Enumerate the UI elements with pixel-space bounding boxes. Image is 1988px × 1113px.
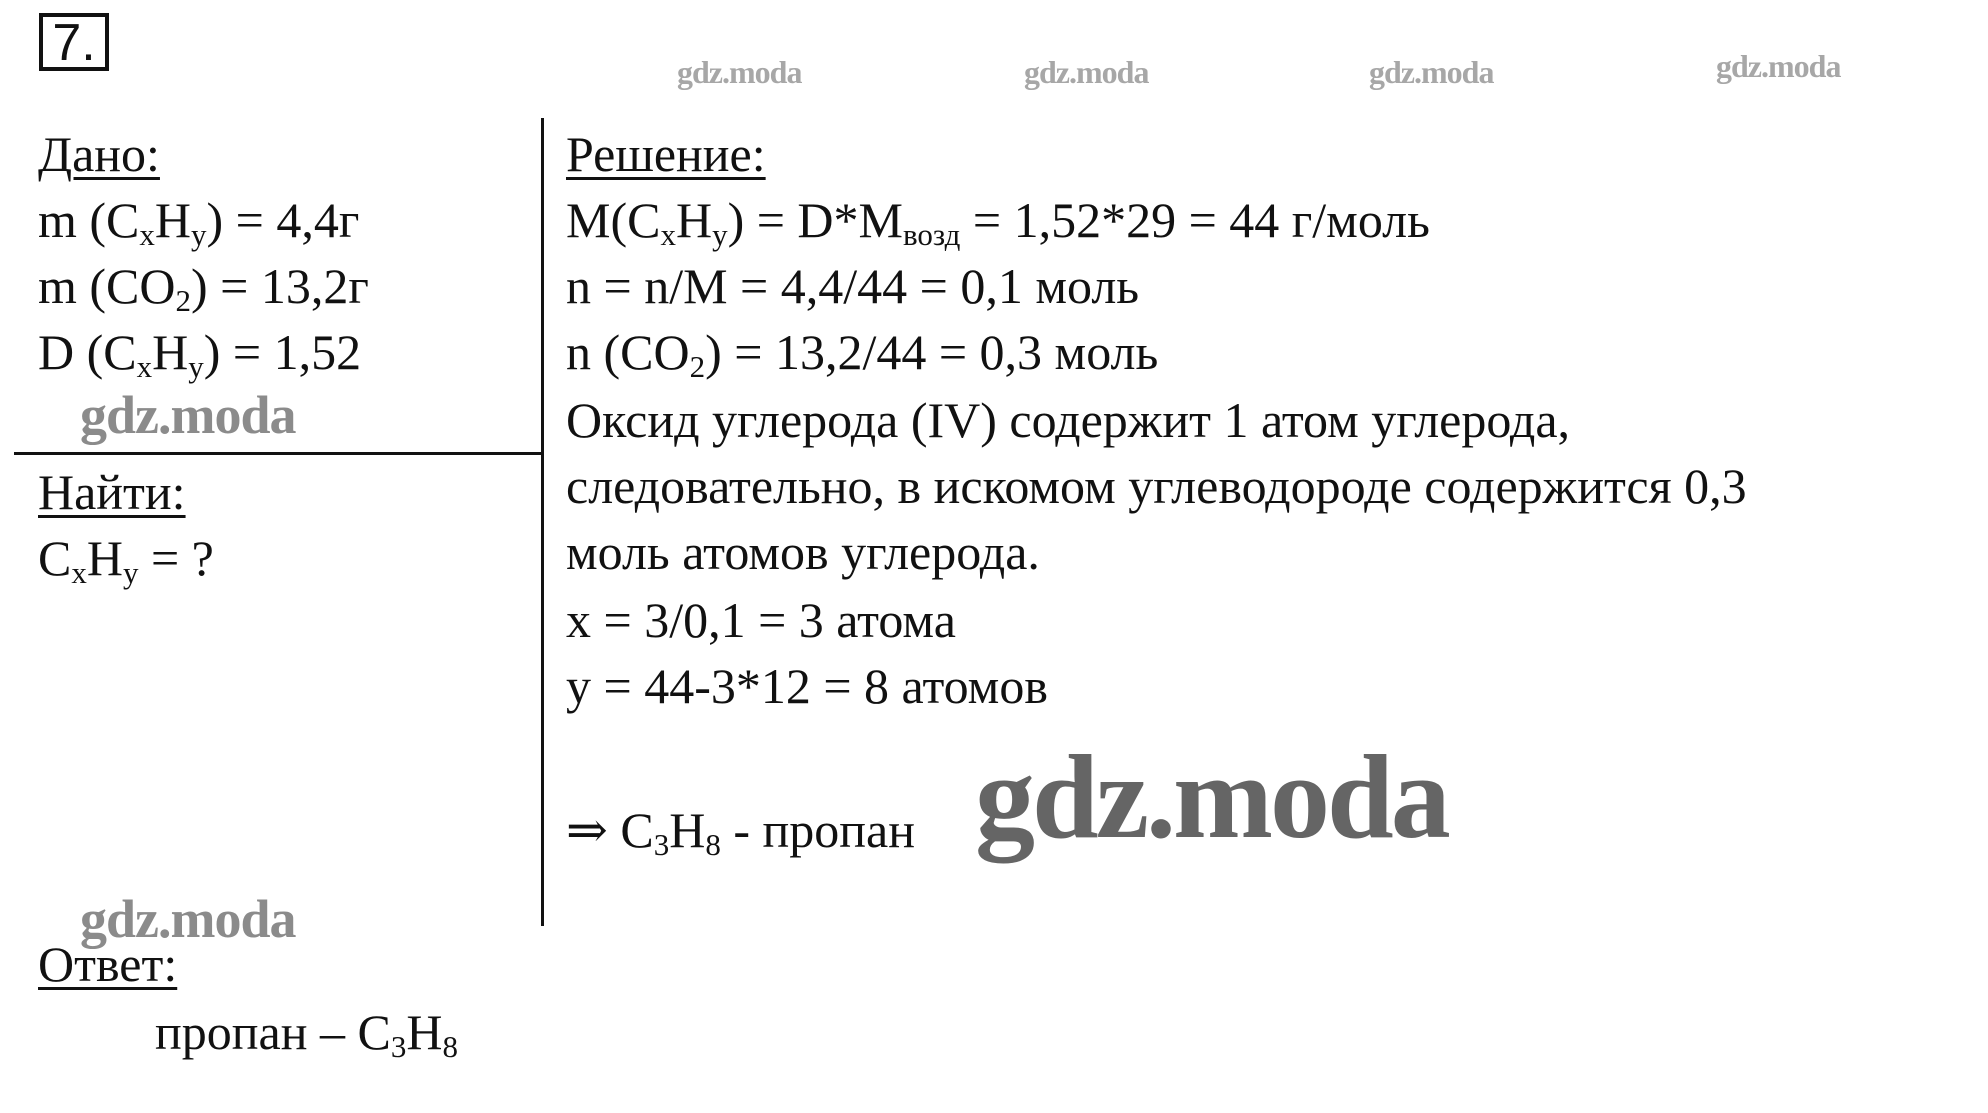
- problem-number: 7.: [39, 13, 109, 71]
- watermark-top-3: gdz.moda: [1369, 54, 1494, 90]
- solution-line-3: n $(CO_2) = 13,2/44 = 0,3$ моль: [566, 324, 1159, 384]
- watermark-answer: gdz.moda: [80, 889, 296, 949]
- watermark-given: gdz.moda: [80, 385, 296, 445]
- solution-line-8: y = 44-3*12 = 8 атомов: [566, 658, 1048, 714]
- solution-line-6: моль атомов углерода.: [566, 524, 1040, 580]
- solution-heading: Решение:: [566, 126, 766, 182]
- find-heading: Найти:: [38, 464, 186, 520]
- solution-line-9: ⇒ $C_3H_8$ - пропан: [566, 802, 915, 862]
- vertical-divider: [541, 118, 544, 926]
- horizontal-divider: [14, 452, 542, 455]
- watermark-big: gdz.moda: [975, 730, 1448, 863]
- solution-line-5: следовательно, в искомом углеводороде содержится 0,3: [566, 458, 1747, 514]
- find-line: $C_xH_y$ = ?: [38, 530, 214, 590]
- given-line-3: D $(C_xH_y) = 1,52$: [38, 324, 362, 384]
- given-line-1: m $(C_xH_y) = 4,4г$: [38, 192, 360, 252]
- watermark-top-1: gdz.moda: [677, 54, 802, 90]
- solution-line-1: $M(C_xH_y) = D*M_{возд} = 1,52*29 = 44$ г/моль: [566, 192, 1430, 252]
- solution-line-4: Оксид углерода (IV) содержит 1 атом углерода,: [566, 392, 1571, 448]
- given-heading: Дано:: [38, 126, 160, 182]
- answer-heading: Ответ:: [38, 936, 178, 992]
- solution-line-7: x = 3/0,1 = 3 атома: [566, 592, 956, 648]
- given-line-2: m $(CO_2) = 13,2г$: [38, 258, 369, 318]
- watermark-top-2: gdz.moda: [1024, 54, 1149, 90]
- answer-line: пропан – $C_3H_8$: [155, 1004, 458, 1064]
- watermark-top-4: gdz.moda: [1716, 48, 1841, 84]
- solution-line-2: n = n/M = 4,4/44 = 0,1 моль: [566, 258, 1140, 314]
